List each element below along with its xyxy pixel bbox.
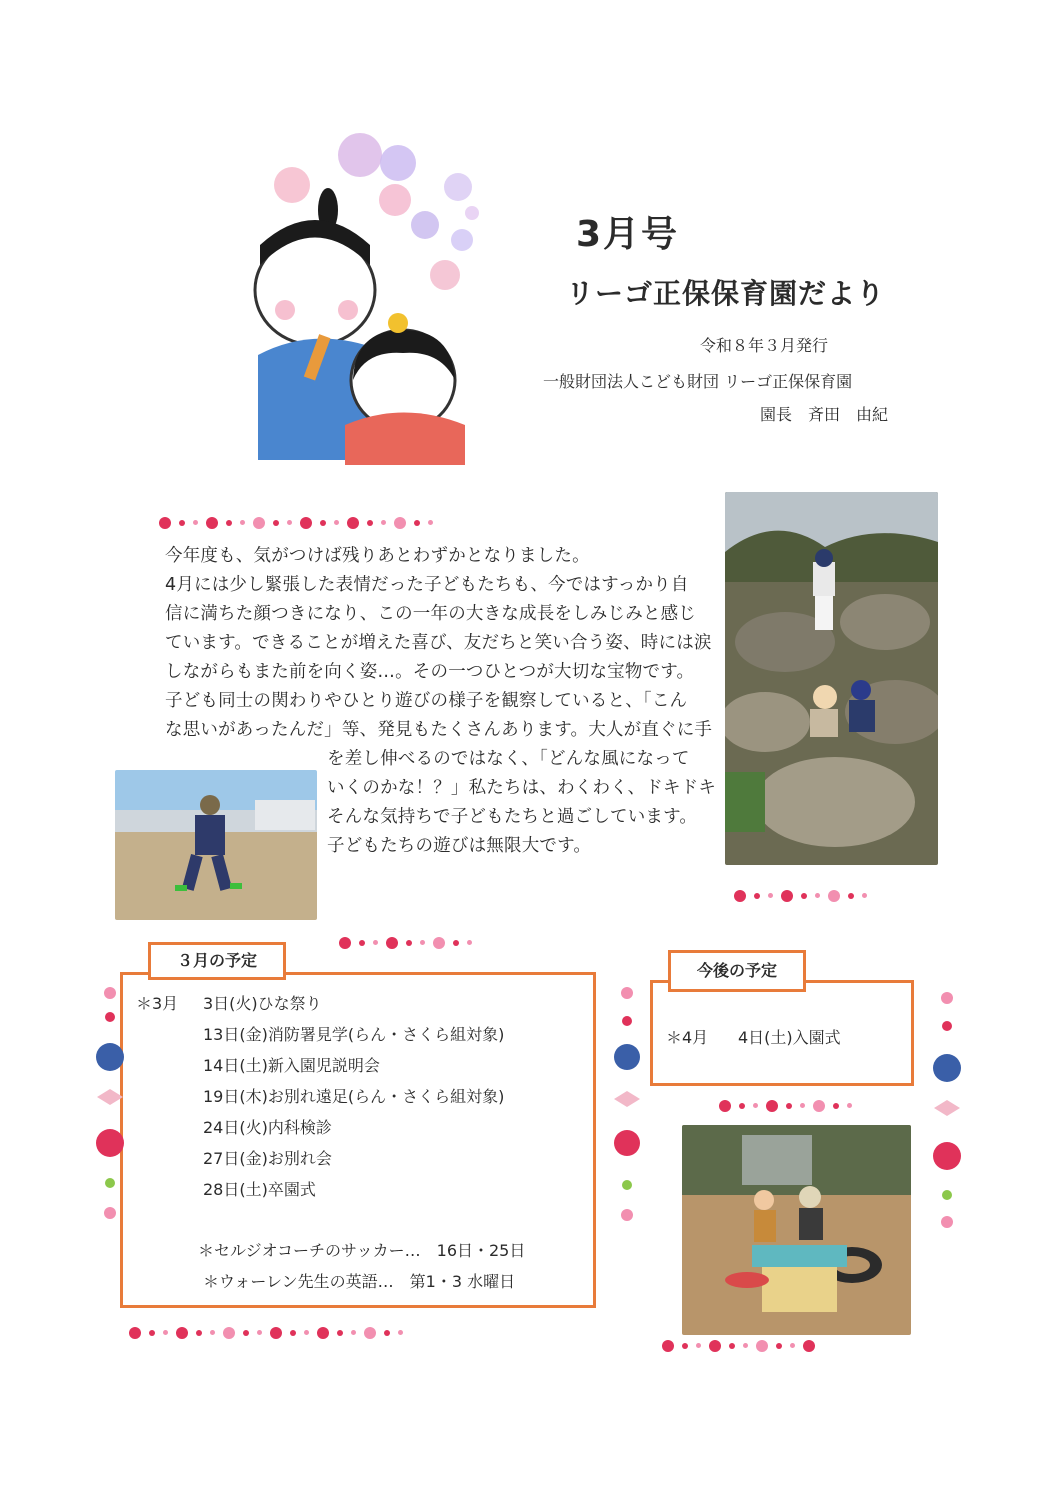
message-line: 今年度も、気がつけば残りあとわずかとなりました。 bbox=[165, 546, 590, 566]
hina-doll-illustration bbox=[240, 115, 510, 475]
future-month-marker: ＊4月 bbox=[666, 1028, 709, 1047]
photo-boy-playing bbox=[115, 770, 317, 920]
flower-garland-bottom-right bbox=[658, 1335, 918, 1354]
issue-title: 3月号 bbox=[576, 214, 680, 255]
message-line: 子ども同士の関わりやひとり遊びの様子を観察していると、「こん bbox=[165, 691, 688, 711]
ornament-column-mid bbox=[612, 985, 642, 1240]
schedule-item: 3日(火)ひな祭り bbox=[203, 994, 322, 1013]
photo-rock-climbing bbox=[725, 492, 938, 865]
message-line: 4月には少し緊張した表情だった子どもたちも、今ではすっかり自 bbox=[165, 575, 689, 595]
schedule-item: 27日(金)お別れ会 bbox=[203, 1149, 332, 1168]
message-line: を差し伸べるのではなく、「どんな風になって bbox=[327, 749, 690, 769]
march-schedule-label: ３月の予定 bbox=[148, 942, 286, 980]
ornament-column-left bbox=[95, 985, 125, 1235]
flower-garland-top bbox=[155, 512, 605, 531]
message-line: 信に満ちた顔つきになり、この一年の大きな成長をしみじみと感じ bbox=[165, 604, 696, 624]
flower-garland-bottom-left bbox=[125, 1322, 585, 1341]
organization-name: 一般財団法人こども財団 リーゴ正保保育園 bbox=[543, 372, 853, 391]
schedule-item: 14日(土)新入園児説明会 bbox=[203, 1056, 380, 1075]
schedule-note: ＊ウォーレン先生の英語… 第1・3 水曜日 bbox=[203, 1272, 516, 1291]
schedule-item: 19日(木)お別れ遠足(らん・さくら組対象) bbox=[203, 1087, 505, 1106]
march-month-marker: ＊3月 bbox=[136, 994, 179, 1013]
message-line: な思いがあったんだ」等、発見もたくさんあります。大人が直ぐに手 bbox=[165, 720, 713, 740]
schedule-note: ＊セルジオコーチのサッカー… 16日・25日 bbox=[198, 1241, 526, 1260]
message-line: ています。できることが増えた喜び、友だちと笑い合う姿、時には涙 bbox=[165, 633, 712, 653]
newsletter-title: リーゴ正保保育園だより bbox=[566, 277, 886, 310]
ornament-column-right bbox=[932, 990, 962, 1245]
message-line: しながらもまた前を向く姿…。その一つひとつが大切な宝物です。 bbox=[165, 662, 695, 682]
flower-garland-right-photo bbox=[730, 885, 950, 904]
message-line: 子どもたちの遊びは無限大です。 bbox=[327, 836, 592, 856]
schedule-item: 28日(土)卒園式 bbox=[203, 1180, 316, 1199]
schedule-item: 13日(金)消防署見学(らん・さくら組対象) bbox=[203, 1025, 505, 1044]
message-line: いくのかな！？」私たちは、わくわく、ドキドキ bbox=[327, 778, 717, 798]
issue-date: 令和８年３月発行 bbox=[700, 336, 829, 355]
future-event: 4日(土)入園式 bbox=[738, 1028, 841, 1047]
future-schedule-label: 今後の予定 bbox=[668, 950, 806, 992]
flower-garland-middle bbox=[335, 932, 555, 951]
photo-children-playground bbox=[682, 1125, 911, 1335]
schedule-item: 24日(火)内科検診 bbox=[203, 1118, 332, 1137]
message-line: そんな気持ちで子どもたちと過ごしています。 bbox=[327, 807, 698, 827]
flower-garland-future bbox=[715, 1095, 930, 1114]
director-name: 園長 斉田 由紀 bbox=[760, 405, 889, 424]
